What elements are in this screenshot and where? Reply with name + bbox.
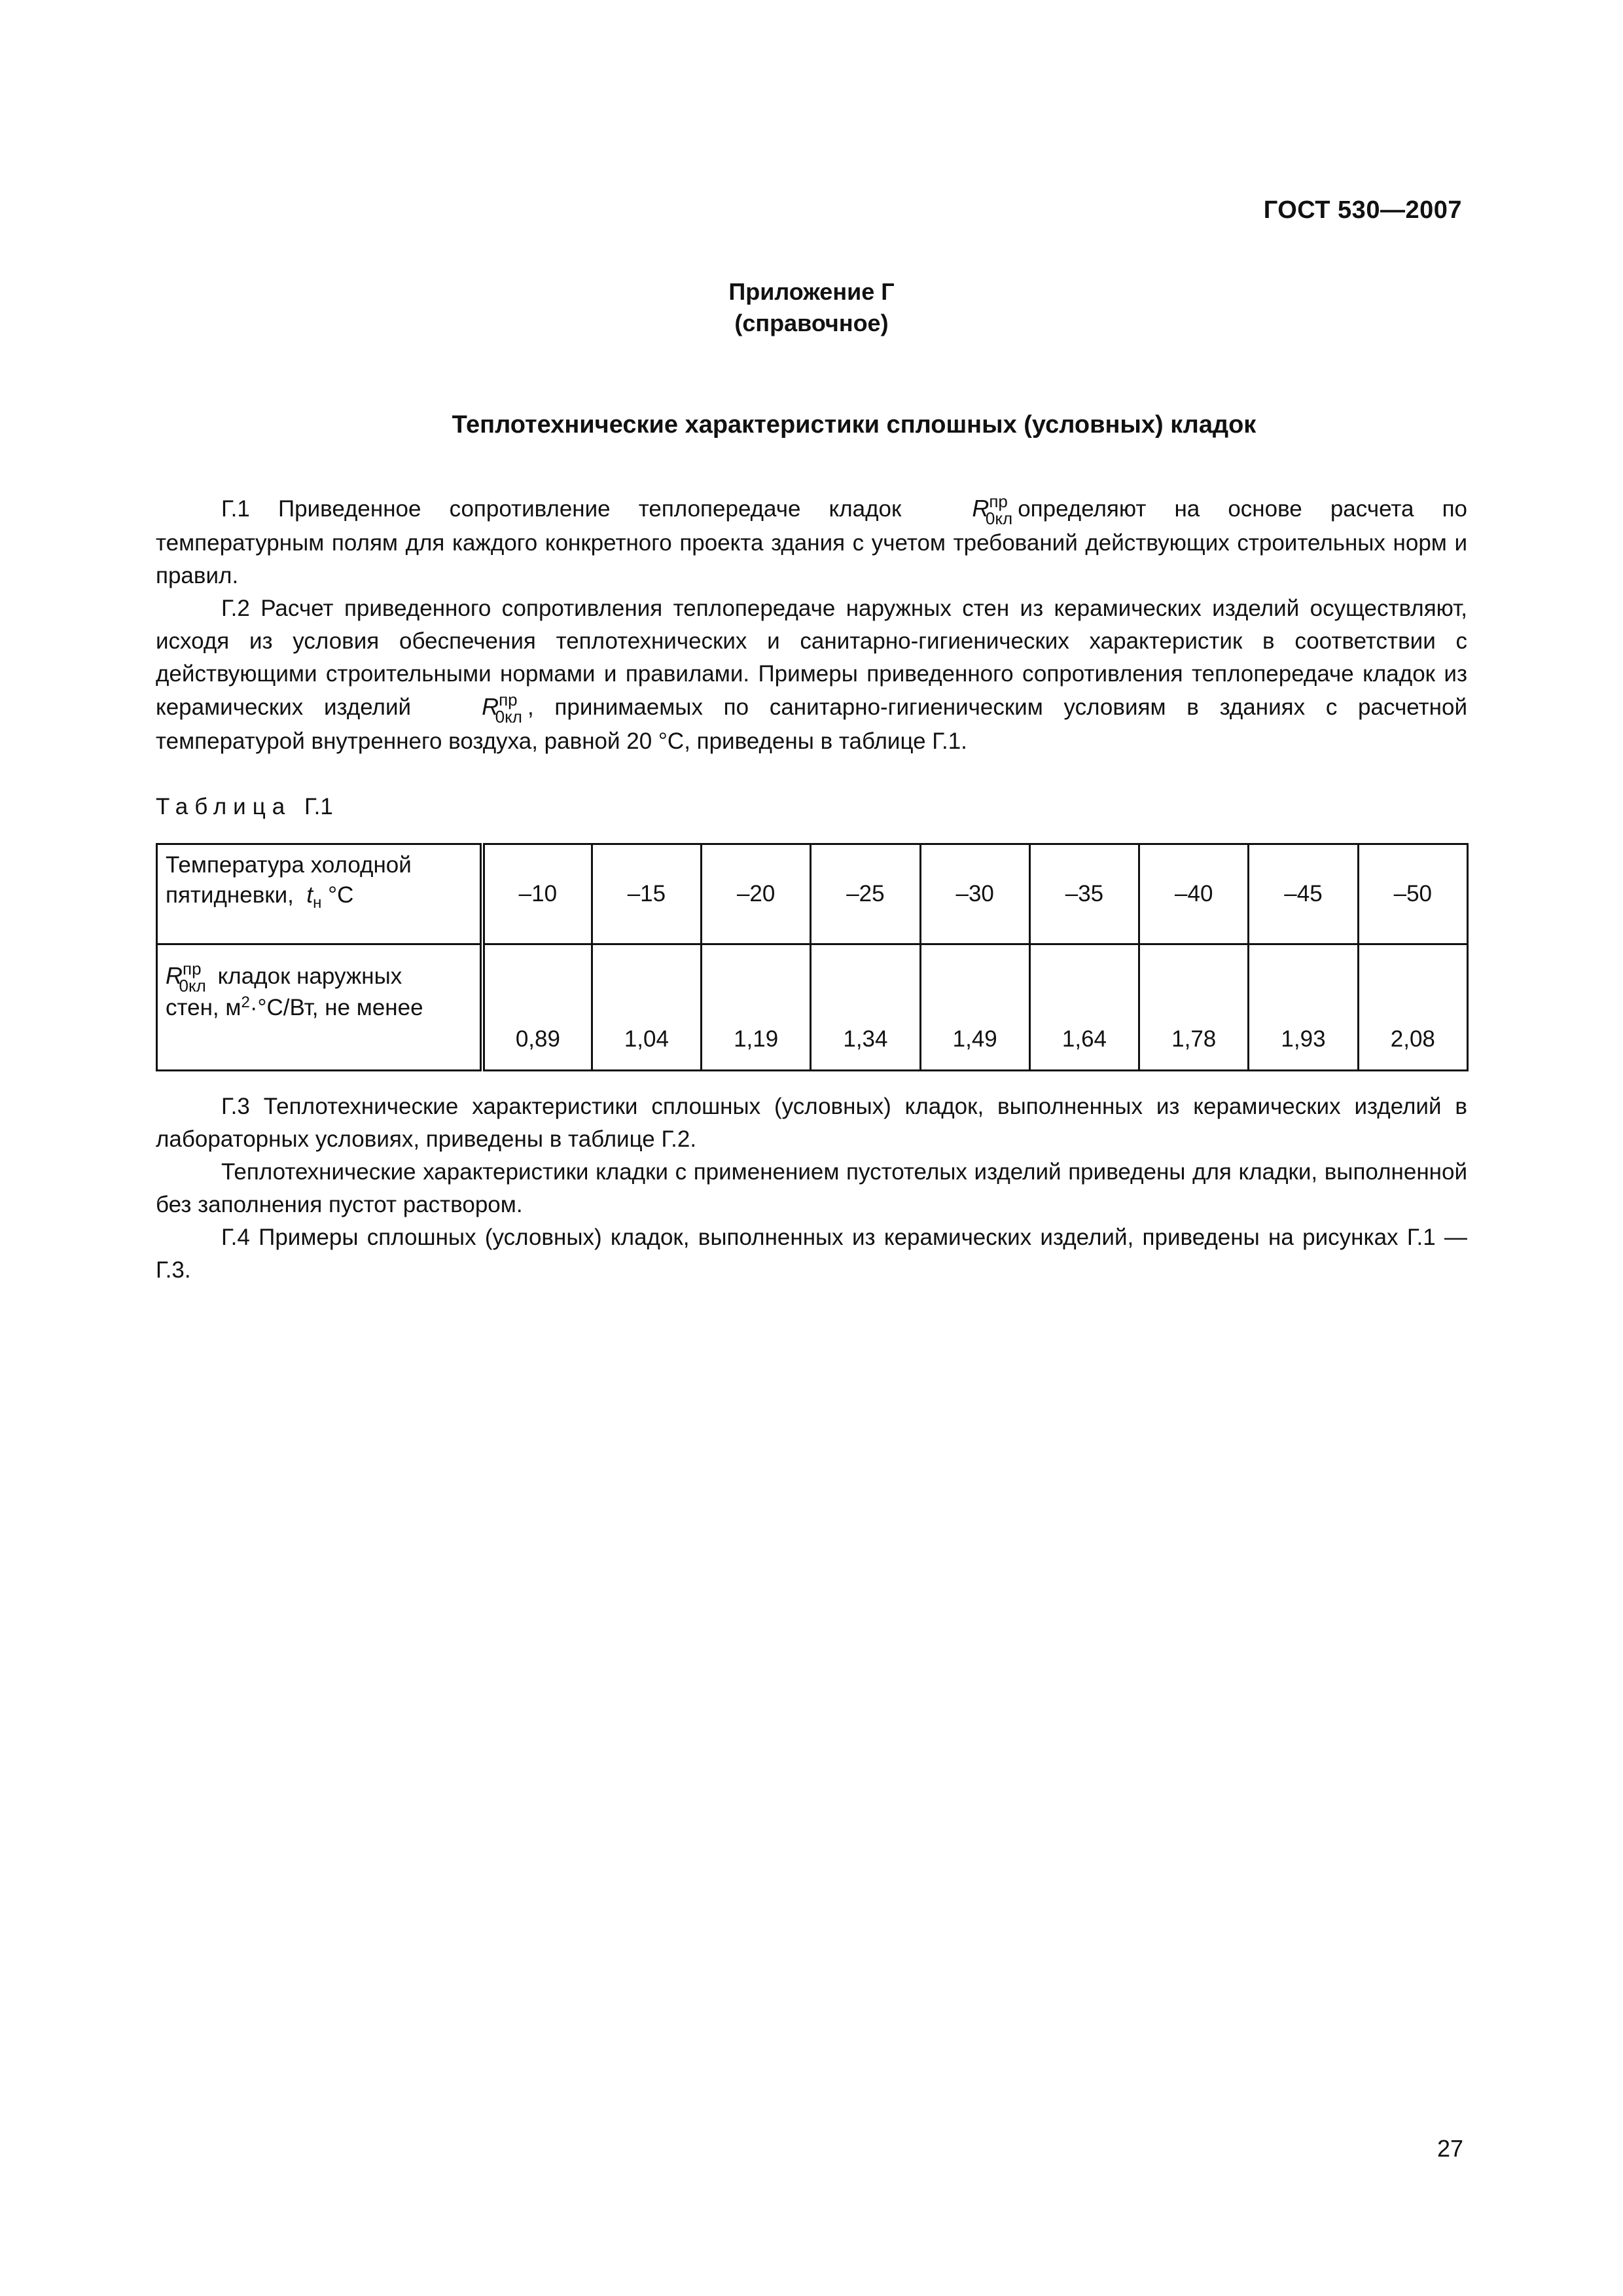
row-header-resistance-line2 [166, 993, 472, 1026]
standard-number: ГОСТ 530—2007 [1263, 196, 1462, 224]
row-header-temperature-line2 [166, 880, 472, 913]
temperature-symbol-subscript: н [313, 894, 322, 912]
paragraph-g1-start: Г.1 Приведенное сопротивление теплопередаче кладок [221, 496, 902, 522]
table-caption-number: Г.1 [304, 794, 333, 819]
paragraph-g3: Г.3 Теплотехнические характеристики сплошных (условных) кладок, выполненных из керамических изделий в лабораторных условиях, приведены в таблице Г.2. [156, 1094, 1467, 1152]
table-row-resistance [157, 944, 1468, 1071]
thermal-resistance-table [156, 843, 1469, 1071]
table-caption-word: Таблица [156, 794, 292, 819]
paragraph-g1 [156, 492, 1467, 592]
table-cell: –50 [1358, 844, 1467, 944]
table-caption [156, 794, 333, 820]
row-header-resistance [157, 944, 483, 1071]
row-header-temperature [157, 844, 483, 944]
table-cell: –45 [1249, 844, 1358, 944]
symbol-subscript: 0кл [985, 509, 1013, 528]
table-cell: 2,08 [1358, 944, 1467, 1071]
intro-paragraphs [156, 492, 1467, 758]
paragraph-g2-end: , принимаемых по санитарно-гигиеническим условиям в зданиях с расчетной температурой внутреннего воздуха, равной 20 °С, приведены в таблице Г.1. [156, 694, 1467, 754]
section-title: Теплотехнические характеристики сплошных (условных) кладок [452, 411, 1257, 439]
table-cell: –15 [592, 844, 701, 944]
table-cell: 1,04 [592, 944, 701, 1071]
paragraph-g2-start: Г.2 Расчет приведенного сопротивления теплопередаче наружных стен из керамических изделий осуществляют, исходя из условия обеспечения теплотехнических и санитарно-гигиенических характеристик в соответствии с действующими строительными нормами и правилами. Примеры приведенного сопротивления теплопередаче кладок из керамических изделий [156, 596, 1467, 720]
table-cell: 1,49 [920, 944, 1029, 1071]
paragraph-g3-note: Теплотехнические характеристики кладки с применением пустотелых изделий приведены для кладки, выполненной без заполнения пустот раствором. [156, 1159, 1467, 1217]
table-cell: –20 [702, 844, 811, 944]
table-cell: –40 [1139, 844, 1249, 944]
table-cell: 1,64 [1029, 944, 1139, 1071]
resistance-symbol [166, 959, 206, 996]
symbol-subscript: 0кл [179, 976, 206, 996]
table-row-temperature [157, 844, 1468, 944]
table-cell: 0,89 [482, 944, 592, 1071]
temperature-symbol: t [306, 882, 313, 908]
resistance-symbol [416, 691, 522, 725]
row-header-temperature-word: пятидневки, [166, 882, 294, 908]
resistance-symbol [906, 492, 1012, 527]
appendix-kind: (справочное) [734, 310, 889, 336]
table-cell: –30 [920, 844, 1029, 944]
table-cell: –35 [1029, 844, 1139, 944]
appendix-title: Приложение Г [728, 278, 895, 305]
paragraph-g1-end: определяют на основе расчета по температурным полям для каждого конкретного проекта здания с учетом требований действующих строительных норм и правил. [156, 496, 1467, 588]
row-header-temperature-line1: Температура холодной [166, 852, 412, 878]
table-cell: 1,93 [1249, 944, 1358, 1071]
table-cell: –25 [811, 844, 920, 944]
table-cell: 1,34 [811, 944, 920, 1071]
symbol-subscript: 0кл [495, 707, 522, 726]
table-cell: –10 [482, 844, 592, 944]
temperature-unit: °С [328, 882, 354, 908]
symbol-letter: R [972, 495, 990, 522]
paragraph-g2 [156, 592, 1467, 758]
symbol-superscript: пр [499, 690, 518, 709]
symbol-letter: R [166, 962, 183, 989]
row-header-resistance-line1: кладок наружных [217, 963, 402, 989]
symbol-superscript: пр [183, 959, 202, 978]
appendix-heading [0, 276, 1623, 339]
row-header-resistance-unit-start: стен, м [166, 995, 241, 1020]
unit-superscript: 2 [241, 994, 250, 1011]
closing-paragraphs [156, 1090, 1467, 1287]
symbol-letter: R [482, 693, 499, 720]
paragraph-g4: Г.4 Примеры сплошных (условных) кладок, выполненных из керамических изделий, приведены на рисунках Г.1 — Г.3. [156, 1225, 1467, 1283]
table-cell: 1,78 [1139, 944, 1249, 1071]
page-number: 27 [1436, 2135, 1463, 2162]
symbol-superscript: пр [989, 492, 1008, 511]
row-header-resistance-unit-end: ·°С/Вт, не менее [249, 995, 423, 1020]
table-cell: 1,19 [702, 944, 811, 1071]
